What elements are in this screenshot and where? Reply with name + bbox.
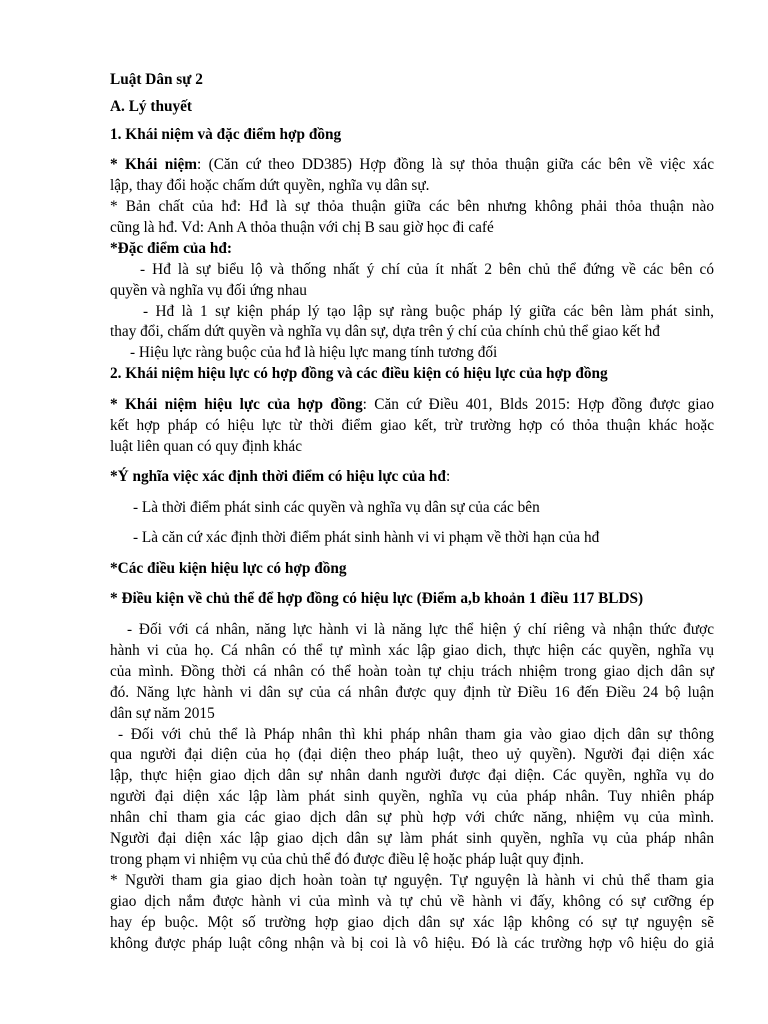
effect-line-2: kết hợp pháp có hiệu lực từ thời điểm giao kết, trừ trường hợp có thỏa thuận khác hoặc bbox=[110, 417, 714, 434]
individual-line-5: dân sự năm 2015 bbox=[110, 705, 215, 722]
feature-1-line-2: quyền và nghĩa vụ đối ứng nhau bbox=[110, 282, 307, 299]
individual-line-2: hành vi của họ. Cá nhân có thể tự mình xác lập giao dich, thực hiện các quyền, nghĩa vụ bbox=[110, 642, 714, 659]
concept-line-1 bbox=[110, 154, 714, 175]
feature-1-line-1: - Hđ là sự biểu lộ và thống nhất ý chí của ít nhất 2 bên chủ thể đứng về các bên có bbox=[140, 261, 714, 278]
concept-text: : (Căn cứ theo DD385) Hợp đồng là sự thỏa thuận giữa các bên về việc xác bbox=[196, 156, 715, 173]
legal-entity-line-3: lập, thực hiện giao dịch dân sự nhân danh người được đại diện. Các quyền, nghĩa vụ do bbox=[110, 767, 714, 784]
section-a-heading: A. Lý thuyết bbox=[110, 98, 193, 115]
concept-line-2: lập, thay đổi hoặc chấm dứt quyền, nghĩa vụ dân sự. bbox=[110, 177, 430, 194]
voluntary-line-3: hay ép buộc. Một số trường hợp giao dịch dân sự xác lập không có sự tự nguyện sẽ bbox=[110, 914, 714, 931]
meaning-heading-colon: : bbox=[445, 468, 451, 485]
legal-entity-line-4: người đại diện xác lập làm phát sinh quyền, nghĩa vụ của pháp nhân. Tuy nhiên pháp bbox=[110, 788, 714, 805]
individual-line-1: - Đối với cá nhân, năng lực hành vi là năng lực thể hiện ý chí riêng và nhận thức được bbox=[127, 621, 714, 638]
legal-entity-line-6: Người đại diện xác lập giao dịch dân sự làm phát sinh quyền, nghĩa vụ của pháp nhân bbox=[110, 830, 714, 847]
features-heading: *Đặc điểm của hđ: bbox=[110, 240, 232, 257]
meaning-item-2: - Là căn cứ xác định thời điểm phát sinh hành vi vi phạm về thời hạn của hđ bbox=[133, 529, 600, 546]
nature-line-1: * Bản chất của hđ: Hđ là sự thỏa thuận giữa các bên nhưng không phải thỏa thuận nào bbox=[110, 198, 714, 215]
effect-label: * Khái niệm hiệu lực của hợp đồng bbox=[110, 396, 363, 413]
legal-entity-line-7: trong phạm vi nhiệm vụ của chủ thể đó được điều lệ hoặc pháp luật quy định. bbox=[110, 851, 584, 868]
voluntary-line-2: giao dịch nắm được hành vi của mình và tự chủ về hành vi đấy, không có sự cưỡng ép bbox=[110, 893, 714, 910]
feature-3: - Hiệu lực ràng buộc của hđ là hiệu lực mang tính tương đối bbox=[130, 344, 498, 361]
feature-2-line-1: - Hđ là 1 sự kiện pháp lý tạo lập sự ràng buộc pháp lý giữa các bên làm phát sinh, bbox=[143, 303, 714, 320]
effect-line-3: luật liên quan có quy định khác bbox=[110, 438, 303, 455]
effect-text: : Căn cứ Điều 401, Blds 2015: Hợp đồng được giao bbox=[362, 396, 714, 413]
feature-2-line-2: thay đổi, chấm dứt quyền và nghĩa vụ dân sự, dựa trên ý chí của chính chủ thể giao kết hđ bbox=[110, 323, 660, 340]
effect-line-1 bbox=[110, 394, 714, 415]
nature-line-2: cũng là hđ. Vd: Anh A thỏa thuận với chị B sau giờ học đi café bbox=[110, 219, 494, 236]
individual-line-3: của mình. Đồng thời cá nhân có thể hoàn toàn tự chịu trách nhiệm trong giao dịch dân sự bbox=[110, 663, 714, 680]
heading-1: 1. Khái niệm và đặc điểm hợp đồng bbox=[110, 126, 342, 143]
legal-entity-line-1: - Đối với chủ thể là Pháp nhân thì khi pháp nhân tham gia vào giao dịch dân sự thông bbox=[118, 726, 714, 743]
voluntary-line-1: * Người tham gia giao dịch hoàn toàn tự nguyện. Tự nguyện là hành vi chủ thể tham gia bbox=[110, 872, 714, 889]
voluntary-line-4: không được pháp luật công nhận và bị coi là vô hiệu. Đó là các trường hợp vô hiệu do giả bbox=[110, 935, 714, 952]
conditions-heading: *Các điều kiện hiệu lực có hợp đồng bbox=[110, 560, 347, 577]
concept-label: * Khái niệm bbox=[110, 156, 197, 173]
doc-title: Luật Dân sự 2 bbox=[110, 71, 203, 88]
meaning-heading-text: *Ý nghĩa việc xác định thời điểm có hiệu lực của hđ bbox=[110, 468, 446, 485]
meaning-heading bbox=[110, 466, 714, 487]
individual-line-4: đó. Năng lực hành vi dân sự của cá nhân được quy định từ Điều 16 đến Điều 24 bộ luận bbox=[110, 684, 714, 701]
subject-condition-heading: * Điều kiện về chủ thể để hợp đồng có hiệu lực (Điểm a,b khoản 1 điều 117 BLDS) bbox=[110, 590, 644, 607]
legal-entity-line-5: nhân chỉ tham gia các giao dịch dân sự phù hợp với chức năng, nhiệm vụ của mình. bbox=[110, 809, 714, 826]
meaning-item-1: - Là thời điểm phát sinh các quyền và nghĩa vụ dân sự của các bên bbox=[133, 499, 540, 516]
heading-2: 2. Khái niệm hiệu lực có hợp đồng và các điều kiện có hiệu lực của hợp đồng bbox=[110, 365, 608, 382]
legal-entity-line-2: qua người đại diện của họ (đại diện theo pháp luật, theo uỷ quyền). Người đại diện xác bbox=[110, 746, 714, 763]
